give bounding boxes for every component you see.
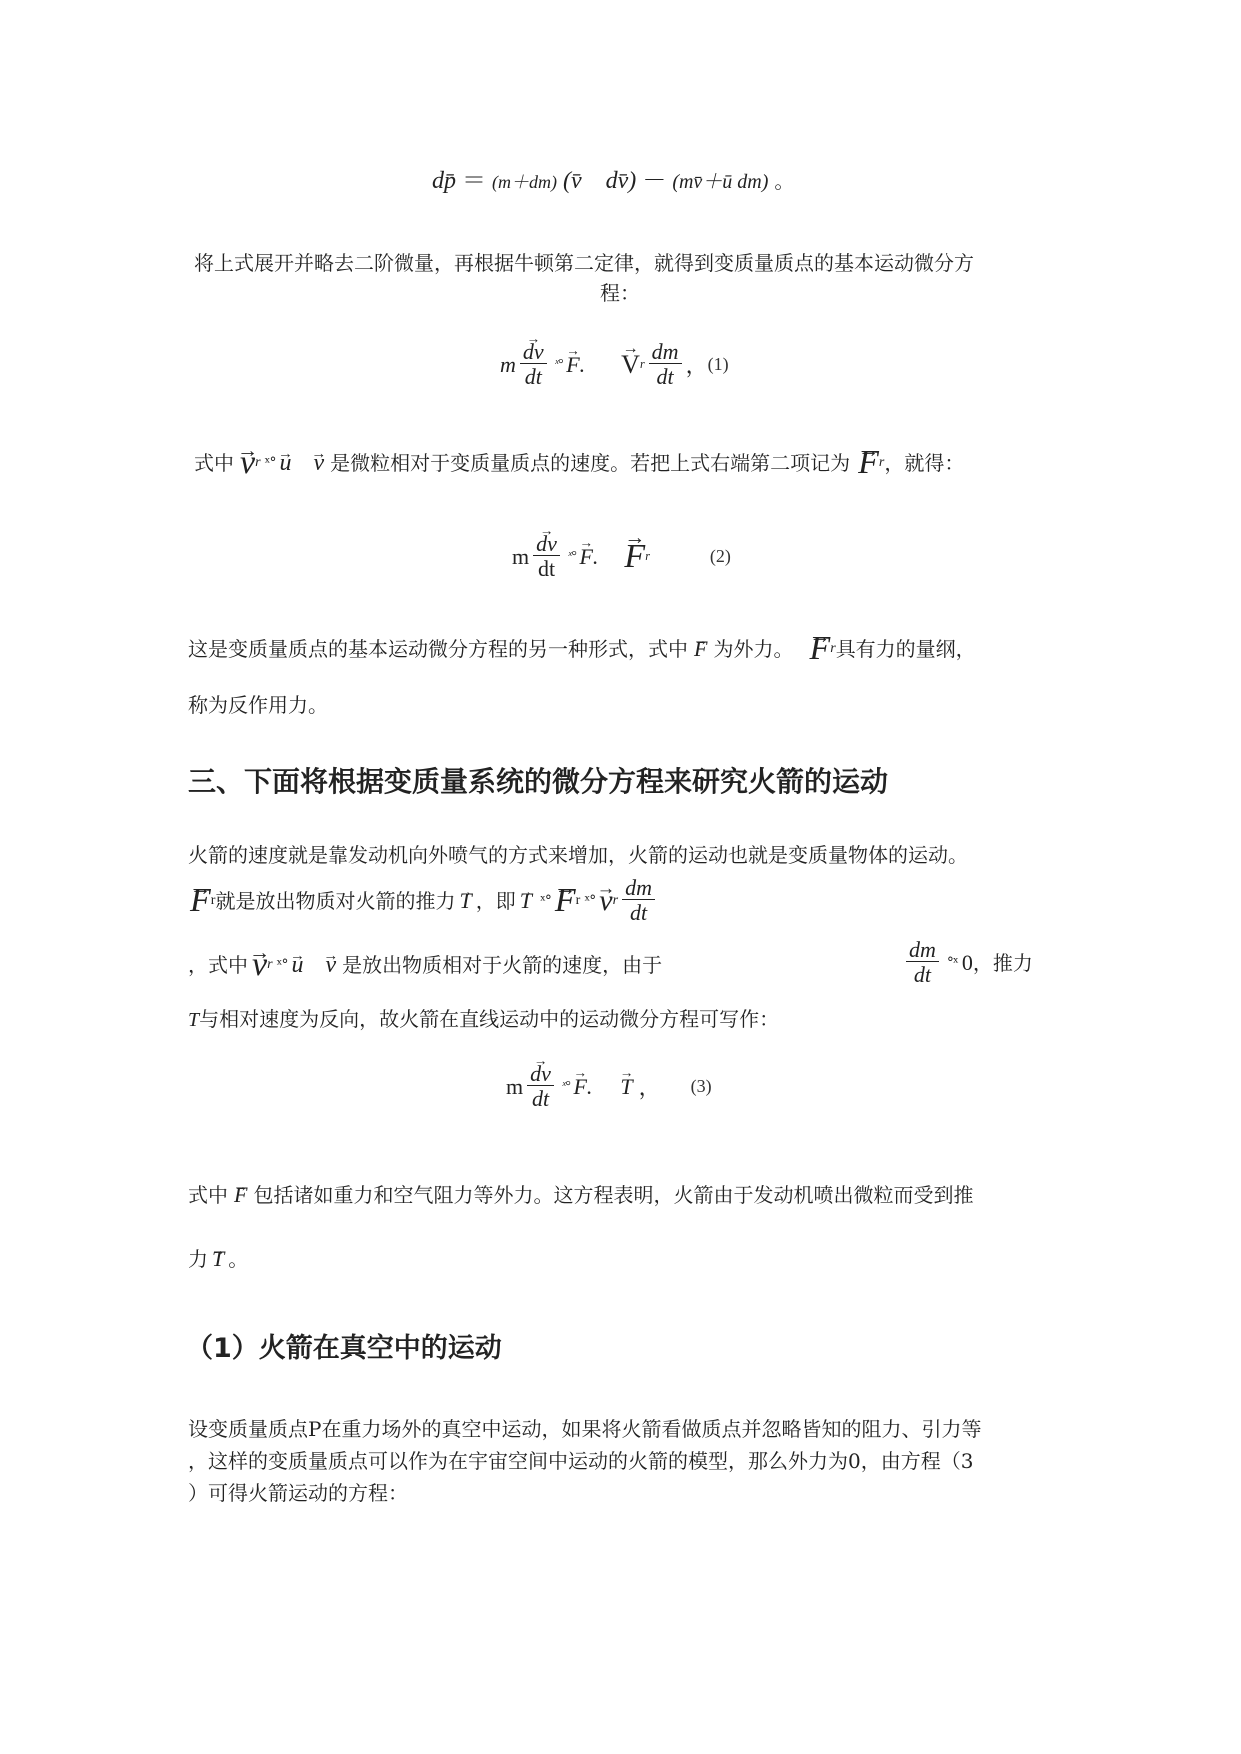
para4-fraction: [622, 876, 655, 925]
para4-vr: → v: [599, 886, 612, 916]
eq1-force: → F: [566, 352, 579, 378]
eq3-mass: m: [506, 1073, 524, 1099]
para2-text: 是微粒相对于变质量质点的速度。若把上式右端第二项记为: [330, 451, 851, 475]
eq3-numerator: → dv: [530, 1062, 551, 1085]
eq2-fraction: [533, 532, 560, 581]
paragraph-2: [194, 444, 965, 481]
para4-subscript: r: [210, 892, 216, 908]
eq-dp-dv-term: dv̄): [605, 168, 637, 194]
eq3-thrust: → T: [620, 1074, 632, 1100]
para4-denominator: dt: [629, 900, 648, 926]
eq-dp-lhs: dp̄: [432, 168, 456, 194]
para4-Fr-2: → F: [555, 886, 576, 916]
para4-subscript-4: r: [267, 957, 273, 972]
eq3-fraction: [527, 1062, 554, 1111]
paragraph-5: [188, 1180, 973, 1210]
para4-T-2: → T: [520, 886, 532, 916]
paragraph-4-line-3: [188, 946, 663, 983]
eq2-force: → F: [579, 544, 592, 570]
eq1-denominator: dt: [524, 364, 542, 390]
para2-v: → v: [313, 448, 324, 478]
eq1-subscript: r: [639, 357, 645, 372]
para4-u: → u: [291, 950, 303, 980]
eq2-number: (2): [709, 546, 731, 567]
paragraph-3: [188, 630, 976, 667]
para4-v: → v: [325, 950, 336, 980]
para2-vr: → v: [240, 448, 255, 478]
para4-text: 就是放出物质对火箭的推力: [215, 888, 456, 913]
para4-vr-2: → v: [252, 950, 267, 980]
para4-operator: ˣ°: [539, 892, 551, 909]
para3-F: → F: [694, 634, 707, 664]
eq1-number: (1): [707, 354, 729, 375]
para4-l3-suffix: ，推力: [972, 950, 1033, 975]
paragraph-line: 程：: [600, 281, 640, 305]
eq2-denominator: dt: [537, 556, 556, 582]
para5-T: → T: [212, 1244, 224, 1274]
para2-subscript: r: [255, 455, 261, 470]
eq1-numerator-2: dm: [649, 340, 682, 364]
para3-suffix: 具有力的量纲，: [835, 637, 976, 661]
para3-prefix: 这是变质量质点的基本运动微分方程的另一种形式，式中: [188, 637, 688, 661]
para5-prefix: 式中: [188, 1183, 228, 1207]
equation-3: [506, 1062, 712, 1111]
paragraph-line: ）可得火箭运动的方程：: [188, 1481, 408, 1505]
para4-l4-text: 与相对速度为反向，故火箭在直线运动中的运动微分方程可写作：: [199, 1007, 780, 1031]
para4-operator-2: ˣ°: [584, 892, 596, 909]
para2-subscript-2: r: [878, 455, 885, 470]
paragraph-line: 将上式展开并略去二阶微量，再根据牛顿第二定律，就得到变质量质点的基本运动微分方: [194, 251, 974, 275]
eq2-operator: ˣ°: [567, 548, 576, 564]
para5-F: → F: [234, 1180, 247, 1210]
para4-numerator-2: dm: [906, 938, 939, 962]
paragraph-4-line-4: [188, 1004, 779, 1035]
paragraph-line: 称为反作用力。: [188, 693, 328, 717]
eq2-subscript: r: [645, 549, 650, 564]
eq3-number: (3): [690, 1076, 712, 1097]
equation-2: [512, 532, 731, 581]
eq2-reaction-force: → F: [624, 538, 645, 576]
eq-dp-velocity-term: (v̄: [563, 168, 582, 194]
eq1-fraction-2: [649, 340, 682, 389]
eq-dp-momentum-term: (mv̄＋ū dm): [672, 171, 769, 193]
equation-dp: [432, 166, 794, 197]
para2-prefix: 式中: [194, 451, 234, 475]
eq1-mass: m: [500, 351, 516, 377]
eq3-dot: .: [586, 1073, 593, 1099]
paragraph-line: ，这样的变质量质点可以作为在宇宙空间中运动的火箭的模型，那么外力为0，由方程（3: [188, 1449, 974, 1473]
eq3-denominator: dt: [531, 1086, 550, 1112]
eq-dp-minus: －: [642, 168, 667, 194]
eq2-numerator: → dv: [536, 532, 557, 555]
section-heading: 三、下面将根据变质量系统的微分方程来研究火箭的运动: [188, 765, 889, 798]
para4-zero: 0: [961, 949, 973, 975]
eq1-comma: ，: [685, 353, 708, 379]
eq1-relative-velocity: → V: [621, 350, 640, 380]
paragraph-5-line-2: [188, 1244, 248, 1274]
para4-T: → T: [459, 886, 471, 916]
para5-l2-prefix: 力: [188, 1247, 208, 1271]
para4-l3-text: 是放出物质相对于火箭的速度，由于: [342, 953, 663, 977]
para2-suffix: ，就得：: [884, 451, 965, 475]
eq-dp-equals: ＝: [462, 168, 486, 194]
para4-fraction-2: [906, 938, 939, 987]
para4-text-2: ，即: [475, 888, 516, 913]
para4-T-3: T: [188, 1009, 200, 1031]
paragraph-line: 火箭的速度就是靠发动机向外喷气的方式来增加，火箭的运动也就是变质量物体的运动。: [188, 843, 968, 867]
para3-subscript: r: [830, 641, 836, 656]
eq3-force: → F: [573, 1074, 586, 1100]
eq1-numerator: → dv: [523, 340, 544, 363]
eq1-operator: ˣ°: [554, 356, 563, 372]
para4-l3-prefix: ，式中: [188, 953, 248, 977]
para4-operator-3: ˣ°: [276, 957, 288, 973]
eq2-mass: m: [512, 543, 530, 569]
para4-denominator-2: dt: [913, 962, 931, 988]
eq2-dot: .: [592, 543, 599, 569]
eq1-denominator-2: dt: [656, 364, 674, 390]
para4-subscript-2: r: [575, 892, 581, 908]
para5-l2-suffix: 。: [228, 1247, 249, 1271]
para3-text: 为外力。: [713, 637, 794, 661]
subsection-heading: （1）火箭在真空中的运动: [186, 1333, 502, 1364]
para2-operator: ˣ°: [264, 455, 276, 471]
para3-Fr: → F: [809, 634, 830, 664]
eq3-comma: ，: [638, 1075, 661, 1101]
paragraph-line: 设变质量质点P在重力场外的真空中运动，如果将火箭看做质点并忽略皆知的阻力、引力等: [188, 1417, 982, 1441]
equation-1: [500, 340, 729, 389]
para4-numerator: dm: [622, 876, 655, 900]
para2-u: → u: [279, 448, 291, 478]
para2-Fr: → F: [858, 448, 879, 478]
paragraph-4-line-2: [190, 876, 659, 925]
eq-dp-mass-term: (m＋dm): [492, 172, 557, 192]
para4-subscript-3: r: [612, 892, 619, 908]
para5-text: 包括诸如重力和空气阻力等外力。这方程表明，火箭由于发动机喷出微粒而受到推: [253, 1183, 974, 1207]
eq-dp-end: 。: [774, 171, 795, 193]
para4-operator-4: °ˣ: [946, 954, 958, 971]
paragraph-4-line-3-right: [902, 938, 1033, 987]
eq1-dot: .: [579, 351, 586, 377]
para4-Fr: → F: [190, 886, 211, 916]
eq1-fraction: [520, 340, 547, 389]
eq3-operator: ˣ°: [561, 1078, 570, 1094]
